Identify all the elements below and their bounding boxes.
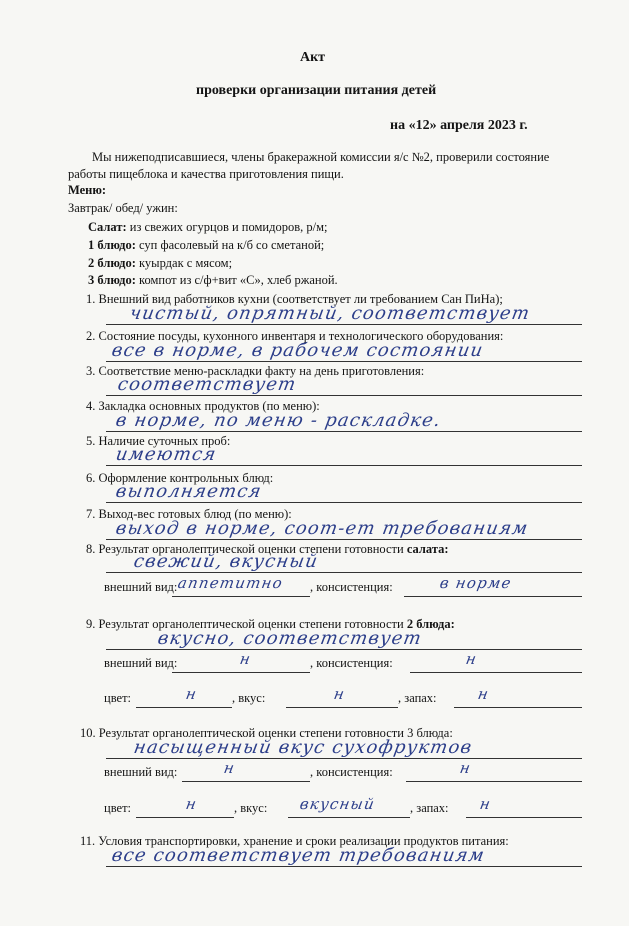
item-10-smell-value: н xyxy=(478,795,493,813)
item-10-color-value: н xyxy=(184,795,199,813)
item-7-answer: выход в норме, соот-ет требованиям xyxy=(114,518,531,539)
item-9-taste-value: н xyxy=(332,685,347,703)
item-9-color-line xyxy=(136,707,232,708)
item-10-consistency-value: н xyxy=(458,759,473,777)
item-1-answer: чистый, опрятный, соответствует xyxy=(128,303,532,324)
item-11-answer: все соответствует требованиям xyxy=(110,845,487,866)
item-6-answer: выполняется xyxy=(114,481,264,502)
item-6-underline xyxy=(106,502,582,503)
item-5-label: 5. Наличие суточных проб: xyxy=(86,434,231,448)
item-10-taste-line xyxy=(288,817,410,818)
item-8-consistency-line xyxy=(404,596,582,597)
item-2-underline xyxy=(106,361,582,362)
meal-types: Завтрак/ обед/ ужин: xyxy=(68,201,178,215)
item-10-consistency-line xyxy=(406,781,582,782)
item-4-answer: в норме, по меню - раскладке. xyxy=(114,410,443,431)
item-4-underline xyxy=(106,431,582,432)
item-2-answer: все в норме, в рабочем состоянии xyxy=(110,340,486,361)
document-title: Акт xyxy=(300,50,326,65)
item-8-consistency-value: в норме xyxy=(438,574,514,592)
item-8-underline xyxy=(106,572,582,573)
item-10-color-label: цвет: xyxy=(104,801,132,815)
document-date: на «12» апреля 2023 г. xyxy=(390,118,528,133)
item-4-label: 4. Закладка основных продуктов (по меню): xyxy=(86,399,320,413)
item-9-taste-label: , вкус: xyxy=(232,691,266,705)
item-7-label: 7. Выход-вес готовых блюд (по меню): xyxy=(86,507,292,521)
item-8-answer: свежий, вкусный xyxy=(132,551,321,572)
item-3-label: 3. Соответствие меню-раскладки факту на день приготовления: xyxy=(86,364,425,378)
item-3-answer: соответствует xyxy=(116,374,299,395)
item-10-consistency-label: , консистенция: xyxy=(310,765,393,779)
item-1-label: 1. Внешний вид работников кухни (соответствует ли требованием Сан ПиНа); xyxy=(86,292,503,306)
item-9-consistency-label: , консистенция: xyxy=(310,656,393,670)
menu-salad: Салат: из свежих огурцов и помидоров, р/м; xyxy=(88,220,328,234)
item-10-smell-line xyxy=(466,817,582,818)
item-9-appearance-label: внешний вид: xyxy=(104,656,178,670)
item-9-smell-line xyxy=(454,707,582,708)
item-9-color-value: н xyxy=(184,685,199,703)
item-10-appearance-label: внешний вид: xyxy=(104,765,178,779)
intro-line-1: Мы нижеподписавшиеся, члены бракеражной комиссии я/с №2, проверили состояние xyxy=(92,150,550,164)
item-7-underline xyxy=(106,539,582,540)
menu-heading: Меню: xyxy=(68,183,107,197)
item-9-smell-label: , запах: xyxy=(398,691,437,705)
item-9-answer: вкусно, соответствует xyxy=(156,628,424,649)
item-10-underline xyxy=(106,758,582,759)
item-10-taste-label: , вкус: xyxy=(234,801,268,815)
menu-dish-3: 3 блюдо: компот из с/ф+вит «С», хлеб ржаной. xyxy=(88,273,338,287)
item-1-underline xyxy=(106,324,582,325)
item-10-appearance-line xyxy=(182,781,310,782)
intro-line-2: работы пищеблока и качества приготовления пищи. xyxy=(68,167,344,181)
menu-dish-1: 1 блюдо: суп фасолевый на к/б со сметаной; xyxy=(88,238,325,252)
item-10-smell-label: , запах: xyxy=(410,801,449,815)
item-8-appearance-line xyxy=(172,596,310,597)
item-11-label: 11. Условия транспортировки, хранение и сроки реализации продуктов питания: xyxy=(80,834,509,848)
item-9-color-label: цвет: xyxy=(104,691,132,705)
item-5-underline xyxy=(106,465,582,466)
item-10-taste-value: вкусный xyxy=(298,795,377,813)
item-9-label: 9. Результат органолептической оценки степени готовности 2 блюда: xyxy=(86,617,455,631)
item-9-consistency-value: н xyxy=(464,650,479,668)
item-9-appearance-line xyxy=(172,672,310,673)
item-9-smell-value: н xyxy=(476,685,491,703)
item-8-consistency-label: , консистенция: xyxy=(310,580,393,594)
item-9-underline xyxy=(106,649,582,650)
item-8-label: 8. Результат органолептической оценки степени готовности салата: xyxy=(86,542,449,556)
item-10-appearance-value: н xyxy=(222,759,237,777)
document-subtitle: проверки организации питания детей xyxy=(196,83,437,98)
item-11-underline xyxy=(106,866,582,867)
item-3-underline xyxy=(106,395,582,396)
item-9-consistency-line xyxy=(410,672,582,673)
item-8-appearance-value: аппетитно xyxy=(176,574,285,592)
item-8-appearance-label: внешний вид: xyxy=(104,580,178,594)
item-9-appearance-value: н xyxy=(238,650,253,668)
item-2-label: 2. Состояние посуды, кухонного инвентаря и технологического оборудования: xyxy=(86,329,504,343)
item-9-taste-line xyxy=(286,707,398,708)
item-6-label: 6. Оформление контрольных блюд: xyxy=(86,471,274,485)
item-10-color-line xyxy=(136,817,234,818)
item-10-answer: насыщенный вкус сухофруктов xyxy=(132,737,475,758)
menu-dish-2: 2 блюдо: куырдак с мясом; xyxy=(88,256,233,270)
item-10-label: 10. Результат органолептической оценки степени готовности 3 блюда: xyxy=(80,726,453,740)
item-5-answer: имеются xyxy=(114,444,219,465)
